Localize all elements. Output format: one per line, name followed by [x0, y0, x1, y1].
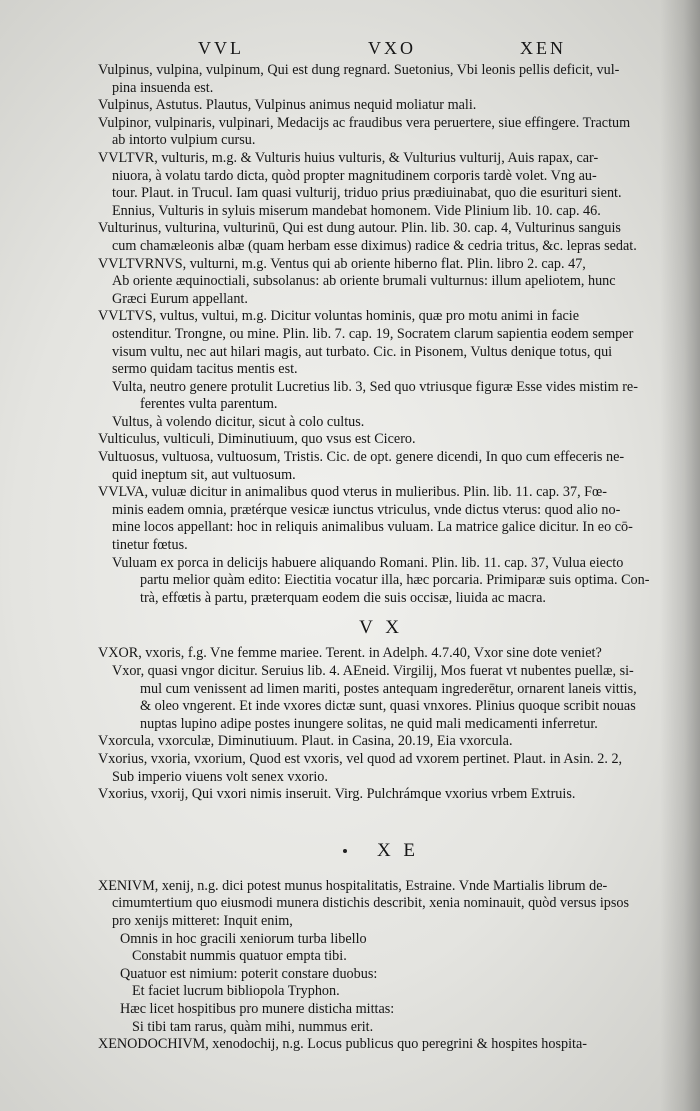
entry-line: VVLTVS, vultus, vultui, m.g. Dicitur voluntas hominis, quæ pro motu animi in facie: [98, 308, 580, 325]
entry-line: Vulta, neutro genere protulit Lucretius lib. 3, Sed quo vtriusque figuræ Esse vides mistim re-: [112, 378, 638, 395]
entry-line: partu melior quàm edito: Eiectitia vocatur illa, hæc porcaria. Primiparæ suis optima. Con-: [140, 572, 650, 589]
entry-line: Ennius, Vulturis in syluis miserum mandebat homonem. Vide Plinium lib. 10. cap. 46.: [112, 202, 601, 219]
dictionary-entry: [98, 751, 664, 786]
dictionary-entry: [98, 786, 664, 804]
entry-line: tour. Plaut. in Trucul. Iam quasi vulturij, triduo prius prædiuinabat, quo die esurituri sient.: [112, 185, 622, 202]
entry-line: ostenditur. Trongne, ou mine. Plin. lib. 7. cap. 19, Socratem clarum sapientia eodem semper: [112, 325, 634, 342]
sub-entry: [98, 663, 664, 733]
verse-line: Quatuor est nimium: poterit constare duobus:: [120, 965, 378, 982]
quoted-verse: [98, 931, 664, 1037]
entries-xe: [98, 878, 664, 931]
page-body: [98, 62, 664, 1054]
dictionary-entry: [98, 431, 664, 449]
dictionary-entry: [98, 308, 664, 378]
entry-line: VVLVA, vuluæ dicitur in animalibus quod vterus in mulieribus. Plin. lib. 11. cap. 37, Fœ-: [98, 484, 608, 501]
entry-line: visum vultu, nec aut hilari magis, aut turbato. Cic. in Pisonem, Vultus denique totus, qui: [112, 343, 613, 360]
verse-line: Hæc licet hospitibus pro munere disticha mittas:: [120, 1000, 395, 1017]
entry-line: Græci Eurum appellant.: [112, 290, 248, 307]
dictionary-entry: [98, 220, 664, 255]
section-heading-xe: [98, 834, 664, 868]
running-head-left: VVL: [198, 38, 244, 58]
verse-line: Et faciet lucrum bibliopola Tryphon.: [132, 983, 340, 1000]
entry-line: Sub imperio viuens volt senex vxorio.: [112, 768, 328, 785]
entries-vvl: [98, 62, 664, 607]
entry-line: mul cum venissent ad limen mariti, postes antequam ingrederētur, ornarent laneis vittis,: [140, 680, 637, 697]
entry-line: pina insuenda est.: [112, 79, 214, 96]
verse-line: Constabit nummis quatuor empta tibi.: [132, 948, 347, 965]
entry-line: nuptas lupino adipe postes inungere solitas, ne quid mali medicamenti inferretur.: [140, 715, 598, 732]
section-heading-xe-text: X E: [376, 839, 420, 861]
entry-line: ab intorto vulpium cursu.: [112, 132, 256, 149]
entry-line: minis eadem omnia, prætérque vesicæ iunctus vtriculus, vnde dictus vterus: quod alio no-: [112, 501, 621, 518]
running-head-middle: VXO: [368, 38, 416, 58]
entry-line: ferentes vulta parentum.: [140, 396, 278, 413]
entry-line: VXOR, vxoris, f.g. Vne femme mariee. Terent. in Adelph. 4.7.40, Vxor sine dote veniet?: [98, 645, 602, 662]
dictionary-entry: [98, 484, 664, 554]
entry-line: cum chamæleonis albæ (quam herbam esse diximus) radice & cedria tritus, &c. lepras sedat.: [112, 237, 637, 254]
entry-line: Vulpinus, vulpina, vulpinum, Qui est dung regnard. Suetonius, Vbi leonis pellis deficit, vul-: [98, 62, 620, 78]
verse-line: Si tibi tam rarus, quàm mihi, nummus erit.: [132, 1018, 374, 1035]
dictionary-entry: [98, 449, 664, 484]
entry-line: Vxorcula, vxorculæ, Diminutiuum. Plaut. in Casina, 20.19, Eia vxorcula.: [98, 733, 513, 750]
dictionary-entry: [98, 256, 664, 309]
entry-line: Ab oriente æquinoctiali, subsolanus: ab oriente brumali vulturnus: illum apeliotem, hunc: [112, 273, 616, 290]
dictionary-entry: [98, 115, 664, 150]
entry-line: Vxorius, vxoria, vxorium, Quod est vxoris, vel quod ad vxorem pertinet. Plaut. in Asin. 2. 2,: [98, 750, 623, 767]
entry-line: pro xenijs mitteret: Inquit enim,: [112, 912, 293, 929]
sub-entry: [98, 555, 664, 608]
dictionary-entry: [98, 150, 664, 220]
entry-line: Vxor, quasi vngor dicitur. Seruius lib. 4. AEneid. Virgilij, Mos fuerat vt nubentes puellæ, si-: [112, 663, 634, 679]
entry-line: niuora, à volatu tardo dicta, quòd propter magnitudinem corporis tardè volet. Vng au-: [112, 167, 597, 184]
entry-line: quid ineptum sit, aut vultuosum.: [112, 466, 296, 483]
entry-line: Vulturinus, vulturina, vulturinū, Qui est dung autour. Plin. lib. 30. cap. 4, Vulturinus sanguis: [98, 220, 621, 237]
entry-line: Vultuosus, vultuosa, vultuosum, Tristis. Cic. de opt. genere dicendi, In quo cum effeceris ne-: [98, 449, 625, 466]
dictionary-entry: [98, 62, 664, 97]
dictionary-entry: [98, 878, 664, 931]
page-gutter-shadow: [660, 0, 700, 1111]
entry-line: Vuluam ex porca in delicijs habuere aliquando Romani. Plin. lib. 11. cap. 37, Vulua eiecto: [112, 554, 624, 571]
entry-line: Vulpinus, Astutus. Plautus, Vulpinus animus nequid moliatur mali.: [98, 97, 477, 114]
entry-line: mine locos appellant: hoc in reliquis animalibus vuluam. La matrice galice dicitur. In eo cō-: [112, 519, 633, 536]
entry-line: Vulpinor, vulpinaris, vulpinari, Medacijs ac fraudibus vera peruertere, siue effingere. Tractum: [98, 114, 631, 131]
entry-line: sermo quidam tacitus mentis est.: [112, 361, 298, 378]
dictionary-entry: [98, 97, 664, 115]
entry-line: Vultus, à volendo dicitur, sicut à colo cultus.: [112, 413, 365, 430]
entry-line: trà, effœtis à partu, præterquam eodem die suis occisæ, liuida ac macra.: [140, 589, 546, 606]
entry-line: VVLTVR, vulturis, m.g. & Vulturis huius vulturis, & Vulturius vulturij, Auis rapax, car-: [98, 149, 599, 166]
running-head: [0, 38, 700, 62]
entry-line: VVLTVRNVS, vulturni, m.g. Ventus qui ab oriente hiberno flat. Plin. libro 2. cap. 47,: [98, 255, 586, 272]
entry-line: Vxorius, vxorij, Qui vxori nimis inseruit. Virg. Pulchrámque vxorius vrbem Extruis.: [98, 786, 576, 803]
entry-line: XENODOCHIVM, xenodochij, n.g. Locus publicus quo peregrini & hospites hospita-: [98, 1036, 588, 1053]
running-head-right: XEN: [520, 38, 566, 58]
sub-entry: [98, 379, 664, 414]
sub-entry: [98, 414, 664, 432]
dictionary-entry: [98, 733, 664, 751]
entry-line: & oleo vngerent. Et inde vxores dictæ sunt, quasi vnxores. Plinius quoque scribit nouas: [140, 698, 636, 715]
bullet-dot: [343, 849, 347, 853]
section-heading-vx: V X: [359, 617, 403, 639]
entry-line: tinetur fœtus.: [112, 537, 188, 554]
verse-line: Omnis in hoc gracili xeniorum turba libello: [120, 930, 367, 947]
entry-line: Vulticulus, vulticuli, Diminutiuum, quo vsus est Cicero.: [98, 431, 416, 448]
entry-line: cimumtertium quo eiusmodi munera distichis describit, xenia nominauit, quòd versus ipsos: [112, 895, 629, 912]
dictionary-entry: [98, 645, 664, 663]
entries-vx: [98, 645, 664, 803]
entry-line: XENIVM, xenij, n.g. dici potest munus hospitalitatis, Estraine. Vnde Martialis librum de-: [98, 877, 608, 894]
